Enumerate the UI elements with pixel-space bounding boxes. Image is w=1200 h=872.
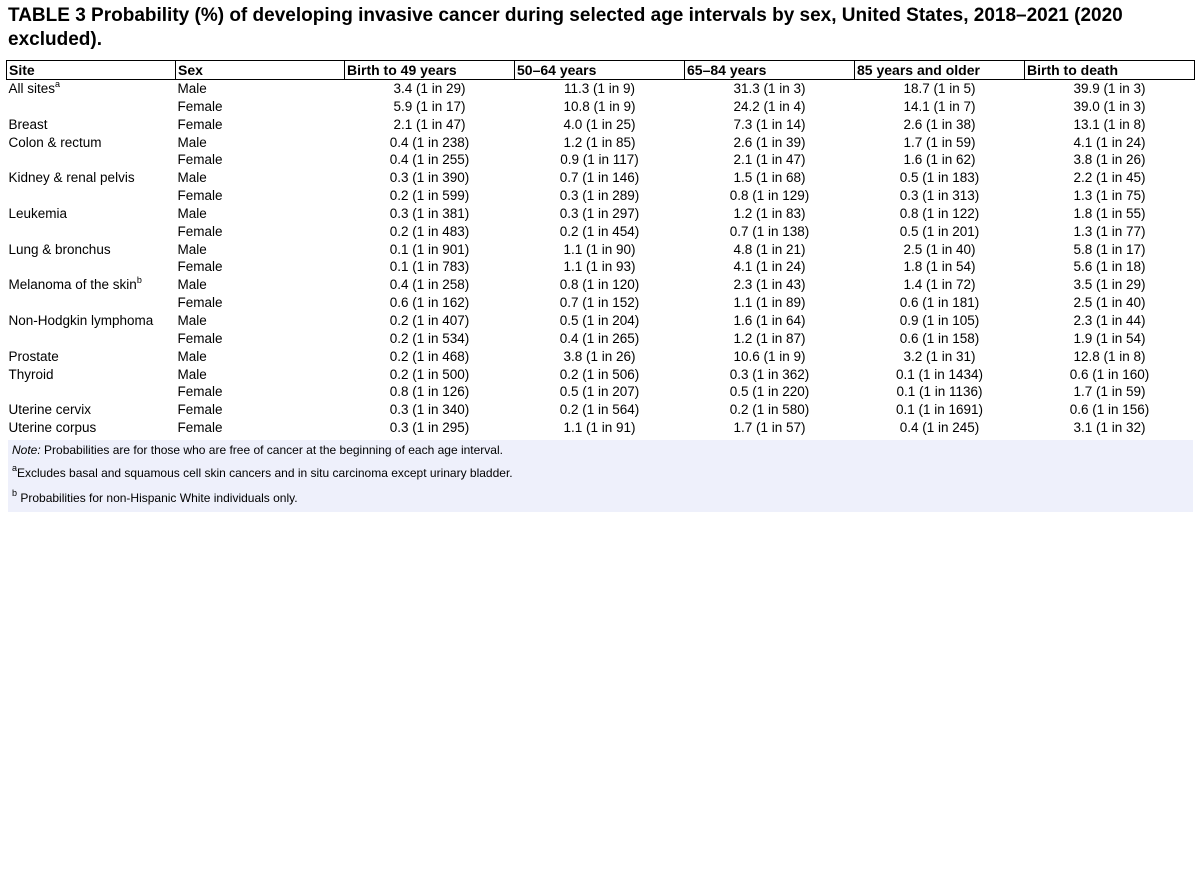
table-row [7,401,1195,419]
value-cell: 0.3 (1 in 313) [899,188,980,204]
table-row [7,116,1195,134]
note-text: Probabilities are for those who are free of cancer at the beginning of each age interval. [40,443,503,457]
sex-cell: Male [177,348,207,364]
value-cell: 0.1 (1 in 783) [389,259,470,275]
table-row [7,366,1195,384]
value-cell: 0.5 (1 in 201) [899,223,980,239]
value-cell: 0.1 (1 in 901) [389,241,470,257]
value-cell: 0.9 (1 in 105) [899,312,980,328]
value-cell: 1.1 (1 in 90) [563,241,636,257]
table-header [7,61,1195,80]
value-cell: 2.1 (1 in 47) [733,152,806,168]
table-row [7,419,1195,437]
value-cell: 0.6 (1 in 156) [1069,402,1150,418]
site-label: Kidney & renal pelvis [8,170,135,186]
sex-cell: Male [177,241,207,257]
site-label: Uterine corpus [8,420,97,436]
value-cell: 3.8 (1 in 26) [1073,152,1146,168]
value-cell: 12.8 (1 in 8) [1073,348,1146,364]
sex-cell: Female [177,259,223,275]
site-cell [7,366,176,384]
table-row [7,80,1195,98]
value-cell: 0.5 (1 in 204) [559,312,640,328]
value-cell: 5.8 (1 in 17) [1073,241,1146,257]
site-cell [7,80,176,98]
value-cell: 2.6 (1 in 38) [903,116,976,132]
value-cell: 0.5 (1 in 220) [729,384,810,400]
value-cell: 0.4 (1 in 255) [389,152,470,168]
value-cell: 1.6 (1 in 64) [733,312,806,328]
sex-cell: Female [177,330,223,346]
site-label: Leukemia [8,205,68,221]
value-cell: 1.7 (1 in 59) [903,134,976,150]
value-cell: 0.8 (1 in 122) [899,205,980,221]
value-cell: 2.1 (1 in 47) [393,116,466,132]
site-cell [7,276,176,294]
value-cell: 3.5 (1 in 29) [1073,277,1146,293]
value-cell: 0.2 (1 in 407) [389,312,470,328]
value-cell: 0.6 (1 in 158) [899,330,980,346]
note-label: Note: [12,443,41,457]
header-50-64: 50–64 years [515,61,685,80]
sex-cell: Female [177,152,223,168]
value-cell: 0.9 (1 in 117) [560,152,639,168]
sex-cell: Female [177,420,223,436]
value-cell: 0.3 (1 in 390) [389,170,470,186]
site-cell [7,151,176,169]
note-line [12,443,503,457]
value-cell: 1.6 (1 in 62) [903,152,976,168]
value-cell: 11.3 (1 in 9) [563,81,636,96]
site-cell [7,348,176,366]
value-cell: 0.1 (1 in 1691) [895,402,984,418]
value-cell: 0.8 (1 in 120) [559,277,640,293]
probability-table [6,60,1195,437]
table-row [7,241,1195,259]
site-cell [7,187,176,205]
sex-cell: Female [177,384,223,400]
value-cell: 0.8 (1 in 126) [389,384,470,400]
header-85-older: 85 years and older [855,61,1025,80]
sex-cell: Male [177,312,207,328]
site-cell [7,258,176,276]
footnote-a [12,463,513,480]
value-cell: 0.3 (1 in 340) [389,402,470,418]
value-cell: 1.7 (1 in 59) [1073,384,1146,400]
site-label: Thyroid [8,366,54,382]
table-row [7,223,1195,241]
table-title: TABLE 3 Probability (%) of developing invasive cancer during selected age intervals by sex, United States, 2018–2021 (2020 excluded). [8,5,1123,50]
sex-cell: Female [177,295,223,311]
value-cell: 1.3 (1 in 75) [1073,188,1146,204]
table-row [7,258,1195,276]
value-cell: 0.2 (1 in 468) [389,348,470,364]
table-row [7,98,1195,116]
site-cell [7,169,176,187]
value-cell: 1.2 (1 in 85) [563,134,636,150]
header-birth-to-death: Birth to death [1025,61,1195,80]
value-cell: 1.7 (1 in 57) [733,420,806,436]
value-cell: 5.9 (1 in 17) [393,98,466,114]
sex-cell: Female [177,98,223,114]
value-cell: 2.3 (1 in 43) [733,277,806,293]
value-cell: 3.4 (1 in 29) [393,81,466,96]
value-cell: 0.4 (1 in 245) [899,420,980,436]
value-cell: 1.4 (1 in 72) [903,277,976,293]
site-cell [7,294,176,312]
value-cell: 0.3 (1 in 381) [389,205,470,221]
value-cell: 1.8 (1 in 54) [903,259,976,275]
table-row [7,383,1195,401]
value-cell: 0.2 (1 in 454) [559,223,640,239]
site-label: Lung & bronchus [8,241,111,257]
value-cell: 2.2 (1 in 45) [1073,170,1146,186]
value-cell: 0.2 (1 in 500) [389,366,470,382]
footnote-b [12,488,298,505]
value-cell: 24.2 (1 in 4) [733,98,806,114]
value-cell: 0.3 (1 in 295) [389,420,470,436]
sex-cell: Male [177,81,207,96]
value-cell: 4.1 (1 in 24) [733,259,806,275]
value-cell: 2.6 (1 in 39) [733,134,806,150]
sex-cell: Female [177,402,223,418]
footnote-marker: a [55,79,61,89]
site-label: All sites [8,81,56,96]
site-cell [7,116,176,134]
value-cell: 5.6 (1 in 18) [1073,259,1146,275]
value-cell: 1.5 (1 in 68) [733,170,806,186]
value-cell: 0.5 (1 in 207) [559,384,640,400]
sex-cell: Male [177,170,207,186]
site-cell [7,205,176,223]
table-row [7,169,1195,187]
table-row [7,330,1195,348]
site-label: Melanoma of the skin [8,277,137,293]
footnote-a-mark: a [12,463,18,473]
site-cell [7,312,176,330]
site-cell [7,223,176,241]
value-cell: 1.9 (1 in 54) [1073,330,1146,346]
footnote-b-mark: b [12,488,18,498]
site-label: Prostate [8,348,59,364]
value-cell: 0.3 (1 in 362) [729,366,810,382]
value-cell: 1.8 (1 in 55) [1073,205,1146,221]
value-cell: 10.8 (1 in 9) [563,98,636,114]
table-row [7,294,1195,312]
table-row [7,151,1195,169]
table-body [7,80,1195,437]
sex-cell: Female [177,188,223,204]
footnote-b-text: Probabilities for non-Hispanic White individuals only. [17,491,298,505]
value-cell: 7.3 (1 in 14) [733,116,806,132]
site-cell [7,419,176,437]
value-cell: 14.1 (1 in 7) [903,98,976,114]
table-row [7,205,1195,223]
value-cell: 1.1 (1 in 91) [563,420,636,436]
site-cell [7,134,176,152]
header-site: Site [7,61,176,80]
table-notes [8,440,1193,512]
value-cell: 0.4 (1 in 238) [389,134,470,150]
sex-cell: Male [177,134,207,150]
value-cell: 3.8 (1 in 26) [563,348,636,364]
value-cell: 0.2 (1 in 483) [389,223,470,239]
value-cell: 1.1 (1 in 93) [563,259,636,275]
value-cell: 0.6 (1 in 181) [899,295,980,311]
value-cell: 13.1 (1 in 8) [1073,116,1146,132]
value-cell: 18.7 (1 in 5) [903,81,976,96]
value-cell: 0.2 (1 in 580) [729,402,810,418]
site-label: Colon & rectum [8,134,102,150]
site-cell [7,383,176,401]
value-cell: 0.3 (1 in 289) [559,188,640,204]
value-cell: 2.5 (1 in 40) [1073,295,1146,311]
sex-cell: Male [177,277,207,293]
table-row [7,276,1195,294]
header-65-84: 65–84 years [685,61,855,80]
sex-cell: Female [177,116,223,132]
footnote-a-text: Excludes basal and squamous cell skin cancers and in situ carcinoma except urinary bladder. [17,466,513,480]
value-cell: 1.3 (1 in 77) [1073,223,1146,239]
site-cell [7,241,176,259]
value-cell: 31.3 (1 in 3) [733,81,806,96]
site-cell [7,401,176,419]
site-label: Breast [8,116,48,132]
table-row [7,348,1195,366]
value-cell: 4.8 (1 in 21) [733,241,806,257]
value-cell: 0.2 (1 in 599) [389,188,470,204]
value-cell: 1.2 (1 in 83) [733,205,806,221]
value-cell: 0.4 (1 in 265) [559,330,640,346]
site-label: Uterine cervix [8,402,92,418]
header-birth-to-49: Birth to 49 years [345,61,515,80]
site-label: Non-Hodgkin lymphoma [8,312,154,328]
value-cell: 0.5 (1 in 183) [899,170,980,186]
sex-cell: Male [177,366,207,382]
value-cell: 3.1 (1 in 32) [1073,420,1146,436]
value-cell: 0.7 (1 in 138) [729,223,810,239]
value-cell: 4.0 (1 in 25) [563,116,636,132]
sex-cell: Female [177,223,223,239]
value-cell: 39.9 (1 in 3) [1073,81,1146,96]
value-cell: 0.2 (1 in 506) [559,366,640,382]
site-cell [7,330,176,348]
value-cell: 0.4 (1 in 258) [389,277,470,293]
value-cell: 0.7 (1 in 146) [559,170,640,186]
value-cell: 1.2 (1 in 87) [733,330,806,346]
value-cell: 4.1 (1 in 24) [1073,134,1146,150]
value-cell: 0.1 (1 in 1434) [895,366,984,382]
value-cell: 0.6 (1 in 160) [1069,366,1150,382]
value-cell: 0.3 (1 in 297) [559,205,640,221]
value-cell: 2.3 (1 in 44) [1073,312,1146,328]
table-row [7,187,1195,205]
value-cell: 0.7 (1 in 152) [559,295,640,311]
value-cell: 0.2 (1 in 534) [389,330,470,346]
header-row [7,61,1195,80]
sex-cell: Male [177,205,207,221]
value-cell: 0.2 (1 in 564) [559,402,640,418]
value-cell: 0.8 (1 in 129) [729,188,810,204]
value-cell: 39.0 (1 in 3) [1073,98,1146,114]
value-cell: 10.6 (1 in 9) [733,348,806,364]
table-row [7,134,1195,152]
value-cell: 0.6 (1 in 162) [389,295,470,311]
value-cell: 3.2 (1 in 31) [903,348,976,364]
header-sex: Sex [176,61,345,80]
site-cell [7,98,176,116]
value-cell: 0.1 (1 in 1136) [896,384,983,400]
table-row [7,312,1195,330]
footnote-marker: b [136,276,142,286]
value-cell: 1.1 (1 in 89) [733,295,806,311]
value-cell: 2.5 (1 in 40) [903,241,976,257]
